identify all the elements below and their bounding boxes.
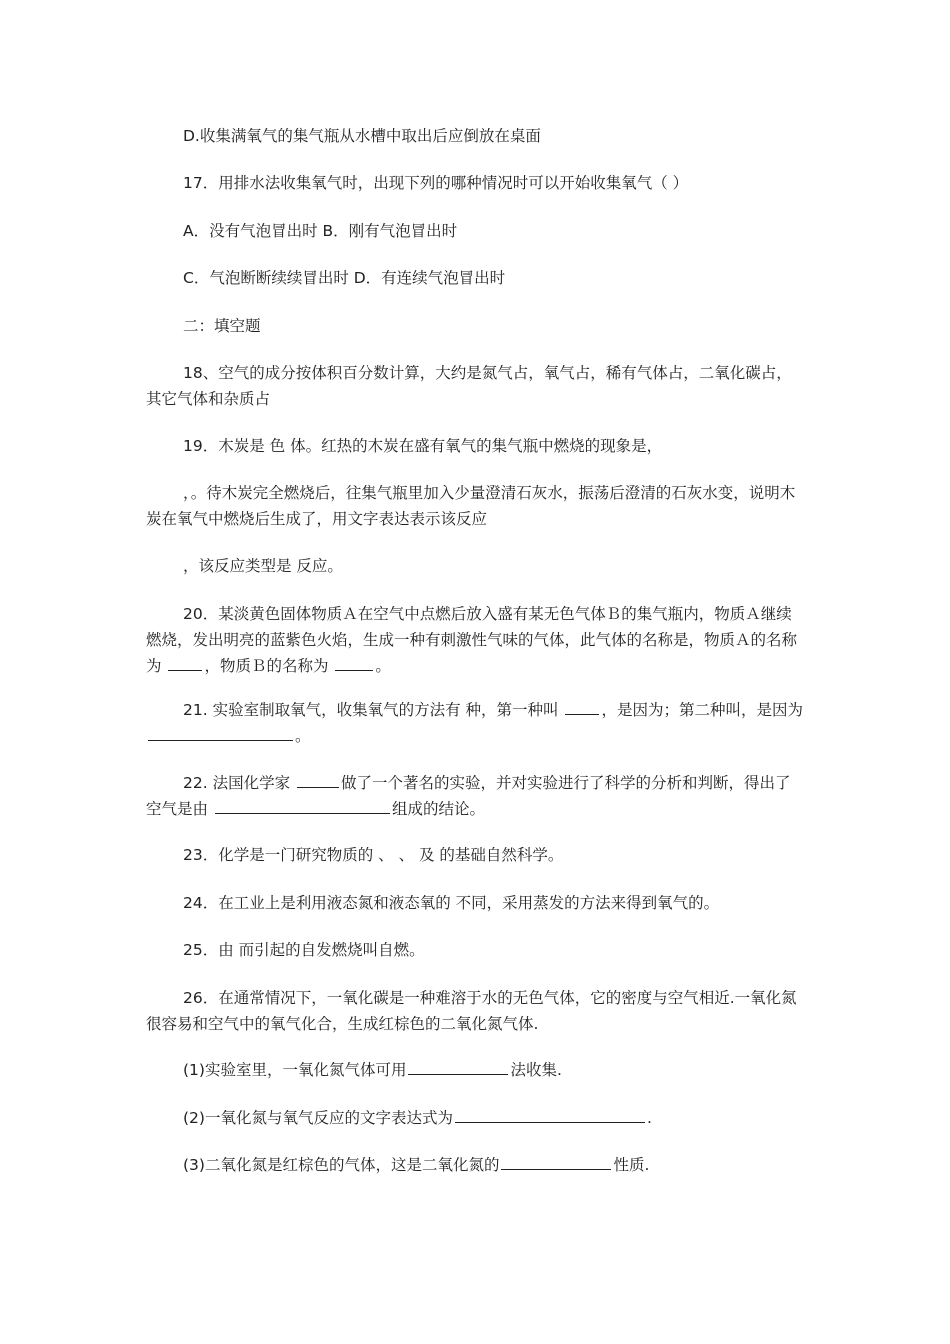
- question-21-text-b: ，是因为；第二种叫，是因为: [601, 701, 803, 719]
- word-equation-blank: [455, 1105, 645, 1123]
- question-19-continued: ，。待木炭完全燃烧后，往集气瓶里加入少量澄清石灰水，振荡后澄清的石灰水变，说明木炭在氧气中燃烧后生成了，用文字表达表示该反应: [146, 484, 796, 528]
- question-20: [146, 601, 806, 679]
- question-26-2-text-a: (2)一氧化氮与氧气反应的文字表达式为: [183, 1109, 453, 1127]
- question-22-text-c: 组成的结论。: [391, 800, 485, 818]
- question-26-2-text-b: .: [646, 1109, 652, 1127]
- question-22: [146, 770, 806, 822]
- question-22-text-a: 22. 法国化学家: [183, 774, 291, 792]
- question-26-part-1: [146, 1057, 806, 1083]
- question-18: 18、空气的成分按体积百分数计算，大约是氮气占，氧气占，稀有气体占，二氧化碳占，其它气体和杂质占: [146, 364, 792, 408]
- substance-b-blank: [335, 653, 373, 671]
- question-22-text-b: 做了一个著名的实验，并对实验进行了科学的分析和判断，得出了空气是由: [146, 774, 791, 818]
- property-blank: [501, 1152, 611, 1170]
- question-26-3-text-b: 性质.: [613, 1156, 650, 1174]
- question-25: 25．由 而引起的自发燃烧叫自燃。: [183, 941, 425, 959]
- substance-a-blank: [168, 653, 202, 671]
- option-d-line: D.收集满氧气的集气瓶从水槽中取出后应倒放在桌面: [183, 127, 541, 145]
- question-21-text-a: 21. 实验室制取氧气，收集氧气的方法有 种，第一种叫: [183, 701, 559, 719]
- question-23: 23．化学是一门研究物质的 、 、 及 的基础自然科学。: [183, 846, 564, 864]
- section-fill-in-heading: 二：填空题: [183, 317, 261, 335]
- question-24: 24．在工业上是利用液态氮和液态氧的 不同，采用蒸发的方法来得到氧气的。: [183, 894, 720, 912]
- question-26-part-3: [146, 1152, 806, 1178]
- question-17-options-ab: A．没有气泡冒出时 B．刚有气泡冒出时: [183, 222, 458, 240]
- question-26-1-text-a: (1)实验室里，一氧化氮气体可用: [183, 1061, 407, 1079]
- question-19: 19．木炭是 色 体。红热的木炭在盛有氧气的集气瓶中燃烧的现象是，: [183, 437, 663, 455]
- question-17: 17．用排水法收集氧气时，出现下列的哪种情况时可以开始收集氧气（ ）: [183, 174, 689, 192]
- collection-method-blank: [408, 1057, 508, 1075]
- chemist-blank: [297, 770, 339, 788]
- question-21: [146, 697, 806, 749]
- question-26-3-text-a: (3)二氧化氮是红棕色的气体，这是二氧化氮的: [183, 1156, 500, 1174]
- first-method-blank: [565, 697, 599, 715]
- question-26-part-2: [146, 1105, 806, 1131]
- question-19-reaction-type: ，该反应类型是 反应。: [183, 557, 343, 575]
- question-17-options-cd: C．气泡断断续续冒出时 D．有连续气泡冒出时: [183, 269, 506, 287]
- question-20-text-b: ，物质Ｂ的名称为: [204, 657, 329, 675]
- second-reason-blank: [148, 723, 293, 741]
- air-composition-blank: [215, 796, 390, 814]
- question-20-text-c: 。: [375, 657, 391, 675]
- question-26-1-text-b: 法收集.: [510, 1061, 562, 1079]
- question-26: 26．在通常情况下，一氧化碳是一种难溶于水的无色气体，它的密度与空气相近.一氧化氮很容易和空气中的氧气化合，生成红棕色的二氧化氮气体.: [146, 989, 797, 1033]
- question-20-text-a: 20．某淡黄色固体物质Ａ在空气中点燃后放入盛有某无色气体Ｂ的集气瓶内，物质Ａ继续燃烧，发出明亮的蓝紫色火焰，生成一种有刺激性气味的气体，此气体的名称是，物质Ａ的名称为: [146, 605, 798, 675]
- question-21-text-c: 。: [295, 727, 311, 745]
